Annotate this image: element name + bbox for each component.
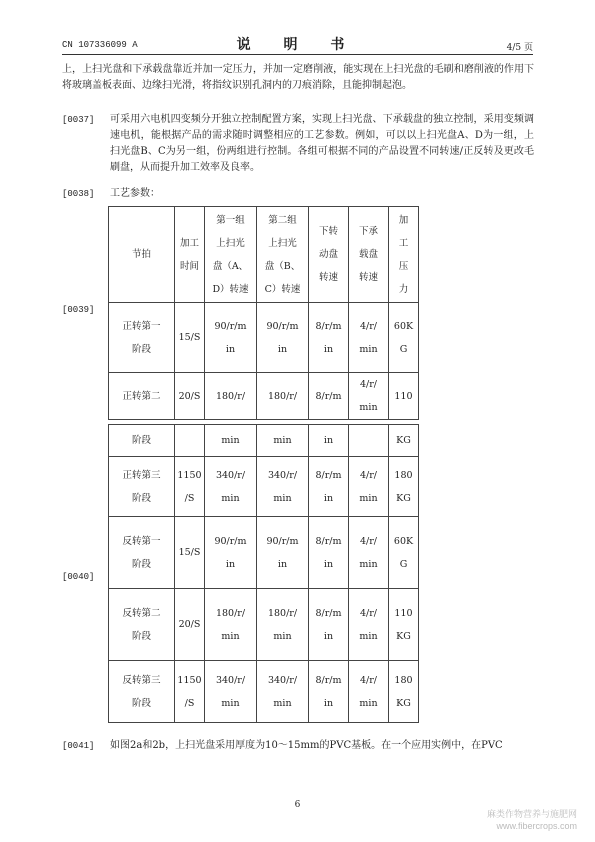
table-cell-text: 正转第二 [122, 390, 161, 402]
table-cell [205, 425, 257, 457]
watermark-line-1: 麻类作物营养与施肥网 [486, 809, 577, 819]
process-parameter-table-part2 [108, 424, 419, 723]
table-cell [109, 207, 175, 303]
table-cell-text: 4/r/ min [359, 535, 378, 570]
table-cell [309, 207, 349, 303]
table-cell [309, 425, 349, 457]
table-cell-text: 180 KG [394, 469, 413, 504]
table-cell-text: 90/r/m in [266, 320, 299, 355]
table-cell [257, 303, 309, 373]
table-row [109, 589, 419, 661]
watermark-line-2: www.fibercrops.com [496, 821, 577, 831]
table-cell [309, 303, 349, 373]
table-row [109, 303, 419, 373]
table-cell-text: min [273, 435, 292, 446]
table-cell-text: 4/r/ min [359, 674, 378, 709]
paragraph-number-0041: [0041] [62, 741, 95, 751]
table-cell-text: 8/r/m in [315, 320, 342, 355]
page-header [62, 34, 533, 55]
table-cell [257, 517, 309, 589]
paragraph-number-0040: [0040] [62, 572, 95, 582]
table-cell-text: 8/r/m [315, 390, 342, 402]
page-number: 6 [294, 800, 301, 810]
table-cell [309, 661, 349, 723]
table-cell [175, 457, 205, 517]
table-cell [175, 207, 205, 303]
table-cell [257, 457, 309, 517]
table-cell-text: 阶段 [131, 435, 151, 446]
table-cell-text: 1150 /S [177, 469, 202, 504]
table-cell [389, 457, 419, 517]
table-cell [349, 517, 389, 589]
paragraph-number-0038: [0038] [62, 189, 95, 199]
table-row [109, 207, 419, 303]
table-cell-text: 第一组 上扫光 盘（A、 D）转速 [212, 214, 249, 295]
table-cell [205, 207, 257, 303]
table-cell-text: 180/r/ [215, 390, 246, 402]
table-cell-text: 110 KG [394, 607, 413, 642]
table-cell [389, 373, 419, 420]
table-cell [309, 517, 349, 589]
table-cell [257, 661, 309, 723]
table-cell-text: 20/S [178, 619, 201, 630]
table-row [109, 517, 419, 589]
table-cell-text: 反转第一 阶段 [122, 535, 161, 570]
table-cell [175, 517, 205, 589]
table-cell [175, 373, 205, 420]
paragraph-number-0039: [0039] [62, 305, 95, 315]
table-cell [175, 425, 205, 457]
table-cell [109, 373, 175, 420]
paragraph-0037: 可采用六电机四变频分开独立控制配置方案，实现上扫光盘、下承载盘的独立控制，采用变频调速电机，能根据产品的需求随时调整相应的工艺参数。例如，可以以上扫光盘A、D为一组，上扫光盘B、C为另一组，份两组进行控制。各组可根据不同的产品设置不同转速/正反转及更改毛刷盘，从而提升加工效率及良率。 [110, 114, 534, 173]
table-cell [205, 303, 257, 373]
table-cell [389, 589, 419, 661]
paragraph-0041: 如图2a和2b，上扫光盘采用厚度为10～15mm的PVC基板。在一个应用实例中，在PVC [110, 740, 503, 751]
intro-paragraph: 上，上扫光盘和下承载盘靠近并加一定压力，并加一定磨削液，能实现在上扫光盘的毛刷和磨削液的作用下将玻璃盖板表面、边缘扫光滑，将指纹识别孔洞内的刀痕消除，且能抑制起泡。 [62, 64, 534, 91]
table-cell-text: KG [396, 435, 411, 446]
table-cell-text: 4/r/ min [359, 469, 378, 504]
table-cell [257, 425, 309, 457]
table-cell [349, 303, 389, 373]
table-cell-text: 加工 时间 [179, 237, 199, 272]
document-title: 说 明 书 [236, 37, 359, 53]
table-cell [109, 303, 175, 373]
table-cell-text: 下承 载盘 转速 [358, 226, 378, 283]
table-cell-text: 节拍 [131, 249, 151, 260]
table-cell-text: 8/r/m in [315, 674, 342, 709]
table-cell-text: 15/S [178, 332, 201, 343]
paragraph-0038: 工艺参数： [110, 188, 160, 199]
table-cell-text: 反转第二 阶段 [122, 607, 161, 642]
table-cell [205, 457, 257, 517]
table-cell [175, 303, 205, 373]
table-cell-text: 60K G [393, 535, 414, 570]
table-cell [175, 589, 205, 661]
document-id: CN 107336099 A [62, 40, 138, 50]
table-cell [349, 373, 389, 420]
table-cell-text: 340/r/ min [215, 674, 246, 709]
table-cell [389, 303, 419, 373]
table-cell-text: 340/r/ min [215, 469, 246, 504]
table-cell [349, 589, 389, 661]
table-cell-text: 90/r/m in [214, 535, 247, 570]
table-cell-text: in [323, 435, 334, 446]
table-cell [175, 661, 205, 723]
table-cell-text: 90/r/m in [266, 535, 299, 570]
table-cell-text: 下转 动盘 转速 [318, 226, 338, 283]
table-cell-text: 180/r/ min [215, 607, 246, 642]
table-row [109, 661, 419, 723]
table-cell [109, 425, 175, 457]
table-cell-text: 8/r/m in [315, 469, 342, 504]
table-cell [257, 373, 309, 420]
table-cell [109, 517, 175, 589]
table-cell-text: 90/r/m in [214, 320, 247, 355]
table-cell [205, 373, 257, 420]
page-indicator: 4/5 页 [506, 43, 533, 53]
table-cell [309, 373, 349, 420]
table-cell-text: 180/r/ [267, 390, 298, 402]
paragraph-number-0037: [0037] [62, 115, 95, 125]
table-cell [309, 589, 349, 661]
table-cell-text: 4/r/ min [359, 379, 378, 413]
table-cell [205, 589, 257, 661]
table-cell [205, 661, 257, 723]
table-cell-text: 正转第一 阶段 [122, 320, 161, 355]
table-cell-text: 60K G [393, 320, 414, 355]
table-cell-text: 340/r/ min [267, 469, 298, 504]
table-cell [349, 457, 389, 517]
table-cell-text: 20/S [178, 390, 201, 402]
table-cell [389, 661, 419, 723]
process-parameter-table-part1 [108, 206, 419, 420]
table-cell [389, 425, 419, 457]
table-cell [389, 517, 419, 589]
table-cell-text: 180/r/ min [267, 607, 298, 642]
table-cell [109, 457, 175, 517]
table-cell [257, 207, 309, 303]
table-cell-text: 第二组 上扫光 盘（B、 C）转速 [264, 214, 301, 295]
table-cell [309, 457, 349, 517]
table-cell-text: 8/r/m in [315, 535, 342, 570]
table-cell-text: 110 [394, 390, 413, 402]
table-cell-text: 4/r/ min [359, 607, 378, 642]
table-cell-text: 8/r/m in [315, 607, 342, 642]
table-row [109, 457, 419, 517]
table-row [109, 425, 419, 457]
watermark [487, 808, 577, 832]
table-cell-text: 加 工 压 力 [398, 214, 409, 295]
table-cell [257, 589, 309, 661]
table-cell-text: 反转第三 阶段 [122, 674, 161, 709]
table-cell [109, 661, 175, 723]
table-cell [349, 425, 389, 457]
table-cell [109, 589, 175, 661]
table-cell-text: 1150 /S [177, 674, 202, 709]
table-cell-text: 340/r/ min [267, 674, 298, 709]
table-row [109, 373, 419, 420]
table-cell-text: min [221, 435, 240, 446]
table-cell [389, 207, 419, 303]
table-cell-text: 180 KG [394, 674, 413, 709]
table-cell-text: 15/S [178, 547, 201, 558]
table-cell [205, 517, 257, 589]
table-cell-text: 4/r/ min [359, 320, 378, 355]
table-cell [349, 207, 389, 303]
table-cell-text: 正转第三 阶段 [122, 469, 161, 504]
table-cell [349, 661, 389, 723]
